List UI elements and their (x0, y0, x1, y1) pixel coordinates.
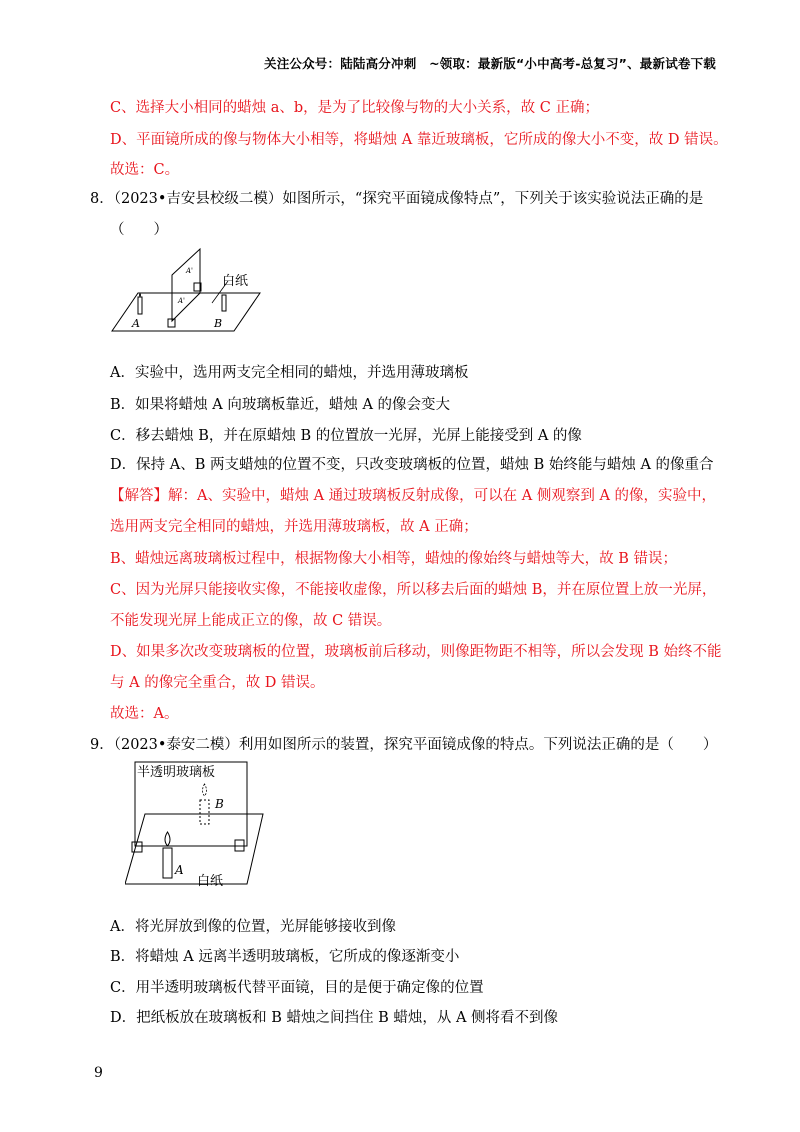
prev-answer-d: D、平面镜所成的像与物体大小相等，将蜡烛 A 靠近玻璃板，它所成的像大小不变，故 D 错误。 (110, 132, 728, 148)
prev-answer-c: C、选择大小相同的蜡烛 a、b，是为了比较像与物的大小关系，故 C 正确； (110, 100, 599, 116)
q8-solution-line-1: 【解答】解：A、实验中，蜡烛 A 通过玻璃板反射成像，可以在 A 侧观察到 A 的像，实验中， (110, 488, 717, 504)
q8-solution-line-2: 选用两支完全相同的蜡烛，并选用薄玻璃板，故 A 正确； (110, 519, 478, 535)
q8-solution-line-5: 不能发现光屏上能成正立的像，故 C 错误。 (110, 613, 392, 629)
q9-fig-glass-label: 半透明玻璃板 (137, 765, 216, 780)
svg-text:A': A' (186, 267, 193, 275)
question-8-stem: 8．（2023•吉安县校级二模）如图所示，“探究平面镜成像特点”，下列关于该实验说法正确的是 (90, 191, 704, 207)
question-9-figure (125, 760, 270, 890)
question-8-paren: （ ） (110, 222, 168, 238)
q8-solution-choice: 故选：A。 (110, 706, 179, 722)
question-9-stem: 9．（2023•泰安二模）利用如图所示的装置，探究平面镜成像的特点。下列说法正确的是（ ） (90, 737, 718, 753)
q8-fig-label-b: B (214, 317, 223, 330)
svg-text:A': A' (178, 297, 185, 305)
q8-option-b: B．如果将蜡烛 A 向玻璃板靠近，蜡烛 A 的像会变大 (110, 397, 451, 413)
q8-answer-tag: 【解答】 (110, 488, 168, 504)
q8-fig-label-a: A (132, 317, 140, 330)
q9-option-c: C．用半透明玻璃板代替平面镜，目的是便于确定像的位置 (110, 980, 484, 996)
q8-option-d: D．保持 A、B 两支蜡烛的位置不变，只改变玻璃板的位置，蜡烛 B 始终能与蜡烛 A 的像重合 (110, 457, 714, 473)
q8-fig-paper-label: 白纸 (222, 274, 249, 289)
prev-answer-choice: 故选：C。 (110, 162, 180, 178)
q8-option-c: C．移去蜡烛 B，并在原蜡烛 B 的位置放一光屏，光屏上能接受到 A 的像 (110, 428, 582, 444)
q9-option-a: A．将光屏放到像的位置，光屏能够接收到像 (110, 919, 396, 935)
q9-option-b: B．将蜡烛 A 远离半透明玻璃板，它所成的像逐渐变小 (110, 949, 460, 965)
q8-solution-line-3: B、蜡烛远离玻璃板过程中，根据物像大小相等，蜡烛的像始终与蜡烛等大，故 B 错误； (110, 551, 678, 567)
q9-fig-label-b: B (215, 797, 224, 811)
q8-solution-line-6: D、如果多次改变玻璃板的位置，玻璃板前后移动，则像距物距不相等，所以会发现 B 始终不能 (110, 644, 722, 660)
q9-fig-label-a: A (175, 863, 184, 877)
q8-option-a: A．实验中，选用两支完全相同的蜡烛，并选用薄玻璃板 (110, 365, 469, 381)
question-8-figure (108, 245, 268, 337)
q8-solution-line-7: 与 A 的像完全重合，故 D 错误。 (110, 675, 325, 691)
page-header: 关注公众号：陆陆高分冲刺 ~领取：最新版“小中高考-总复习”、最新试卷下载 (264, 56, 716, 71)
page-number: 9 (94, 1065, 103, 1081)
q9-option-d: D．把纸板放在玻璃板和 B 蜡烛之间挡住 B 蜡烛，从 A 侧将看不到像 (110, 1010, 559, 1026)
q9-fig-paper-label: 白纸 (197, 874, 224, 889)
q8-solution-line-4: C、因为光屏只能接收实像，不能接收虚像，所以移去后面的蜡烛 B，并在原位置上放一光屏， (110, 582, 717, 598)
